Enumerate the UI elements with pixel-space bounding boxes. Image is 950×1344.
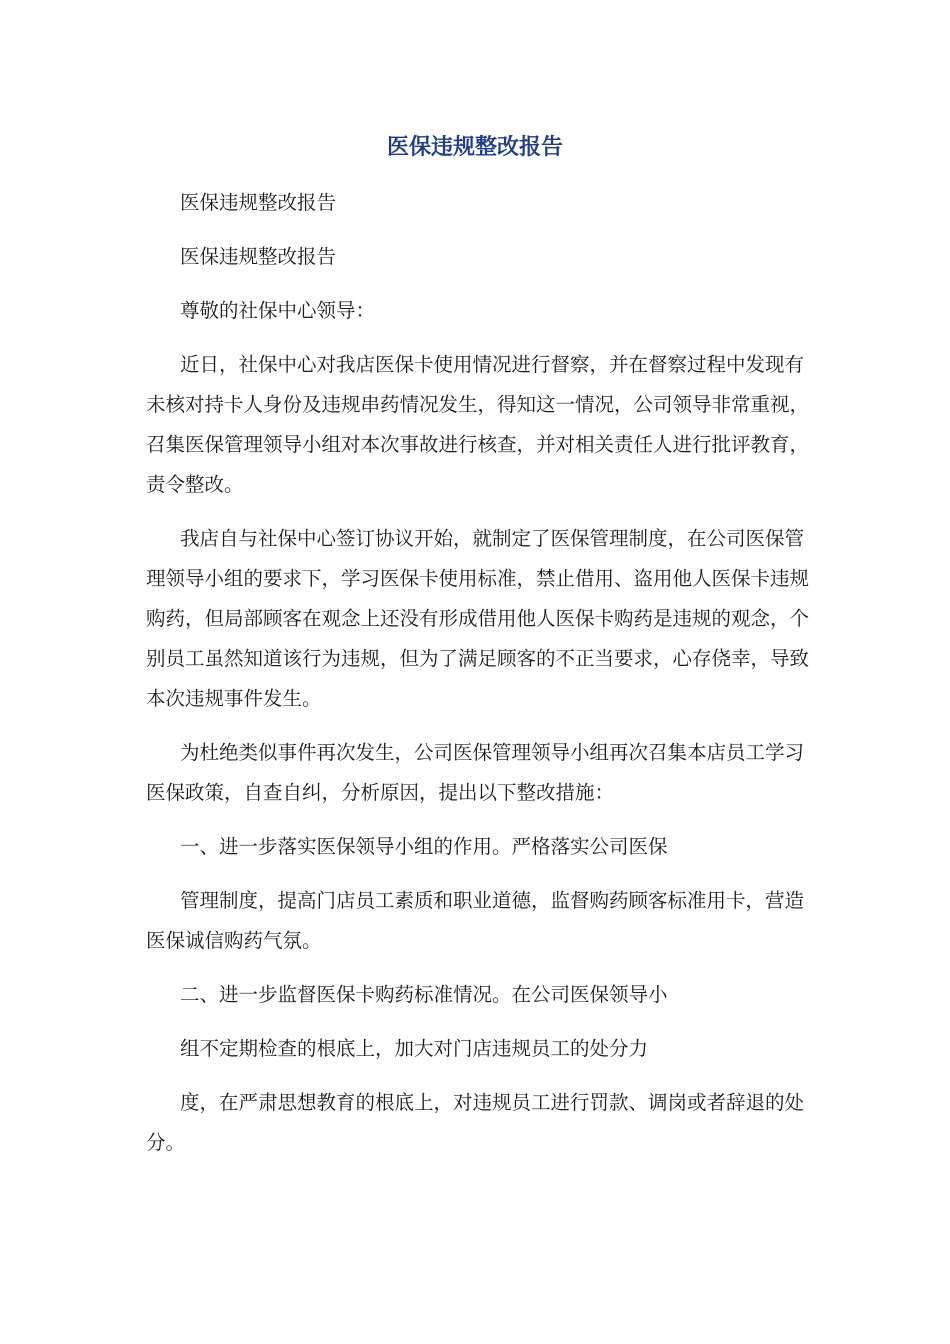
measure-2-heading: 二、进一步监督医保卡购药标准情况。在公司医保领导小 — [180, 983, 668, 1006]
paragraph-heading-repeat-2: 医保违规整改报告 — [180, 245, 337, 268]
measure-1-body: 管理制度，提高门店员工素质和职业道德，监督购药顾客标准用卡，营造医保诚信购药气氛。 — [146, 889, 805, 952]
paragraph-measures-intro: 为杜绝类似事件再次发生，公司医保管理领导小组再次召集本店员工学习医保政策，自查自纠，分析原因，提出以下整改措施： — [146, 741, 805, 804]
document-body — [146, 183, 814, 1177]
measure-2-body-2: 度，在严肃思想教育的根底上，对违规员工进行罚款、调岗或者辞退的处分。 — [146, 1091, 805, 1154]
measure-1-heading: 一、进一步落实医保领导小组的作用。严格落实公司医保 — [180, 835, 668, 858]
paragraph-background: 我店自与社保中心签订协议开始，就制定了医保管理制度，在公司医保管理领导小组的要求下，学习医保卡使用标准，禁止借用、盗用他人医保卡违规购药，但局部顾客在观念上还没有形成借用他人医保卡购药是违规的观念，个别员工虽然知道该行为违规，但为了满足顾客的不正当要求，心存侥幸，导致本次违规事件发生。 — [146, 527, 810, 710]
document-title: 医保违规整改报告 — [386, 135, 563, 160]
salutation: 尊敬的社保中心领导： — [180, 299, 376, 322]
paragraph-incident: 近日，社保中心对我店医保卡使用情况进行督察，并在督察过程中发现有未核对持卡人身份及违规串药情况发生，得知这一情况，公司领导非常重视，召集医保管理领导小组对本次事故进行核查，并对相关责任人进行批评教育，责令整改。 — [146, 353, 810, 496]
measure-2-body-1: 组不定期检查的根底上，加大对门店违规员工的处分力 — [180, 1037, 649, 1060]
paragraph-heading-repeat-1: 医保违规整改报告 — [180, 191, 337, 214]
